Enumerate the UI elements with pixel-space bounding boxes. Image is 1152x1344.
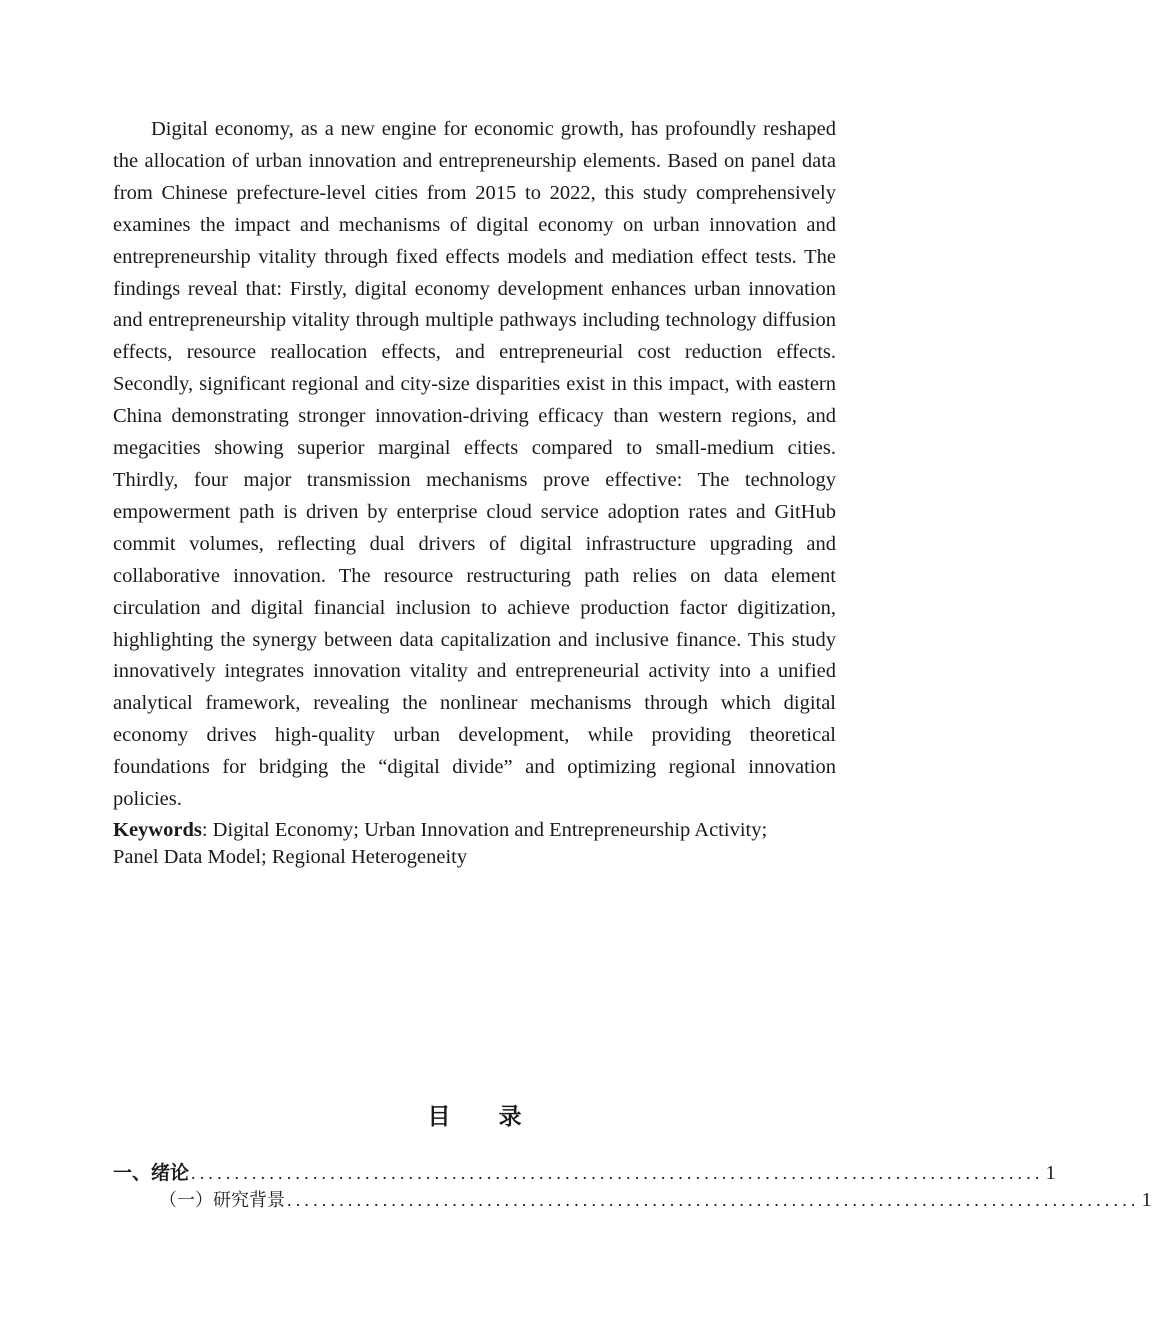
document-page — [113, 114, 1152, 1211]
keywords-line-2: Panel Data Model; Regional Heterogeneity — [113, 845, 468, 868]
toc-title — [113, 1098, 836, 1131]
toc-page-number: 1 — [1045, 1162, 1056, 1184]
toc-entry-introduction[interactable] — [113, 1158, 1056, 1186]
keywords — [113, 816, 836, 871]
toc-title-char-1: 目 — [427, 1104, 451, 1130]
toc-entry-research-background[interactable] — [113, 1186, 1152, 1214]
toc-page-number: 1 — [1141, 1189, 1152, 1211]
toc-dot-leader: .................................................................................................. — [287, 1190, 1140, 1210]
toc-dot-leader: .................................................................................................. — [191, 1163, 1044, 1183]
toc-entry-text: 一、绪论 — [113, 1162, 190, 1184]
keywords-line-1: : Digital Economy; Urban Innovation and Entrepreneurship Activity; — [201, 818, 768, 841]
abstract-paragraph: Digital economy, as a new engine for economic growth, has profoundly reshaped the allocation of urban innovation and entrepreneurship elements. Based on panel data from Chinese prefecture-level cities from 2015 to 2022, this study comprehensively examines the impact and mechanisms of digital economy on urban innovation and entrepreneurship vitality through fixed effects models and mediation effect tests. The findings reveal that: Firstly, digital economy development enhances urban innovation and entrepreneurship vitality through multiple pathways including technology diffusion effects, resource reallocation effects, and entrepreneurial cost reduction effects. Secondly, significant regional and city-size disparities exist in this impact, with eastern China demonstrating stronger innovation-driving efficacy than western regions, and megacities showing superior marginal effects compared to small-medium cities. Thirdly, four major transmission mechanisms prove effective: The technology empowerment path is driven by enterprise cloud service adoption rates and GitHub commit volumes, reflecting dual drivers of digital infrastructure upgrading and collaborative innovation. The resource restructuring path relies on data element circulation and digital financial inclusion to achieve production factor digitization, highlighting the synergy between data capitalization and inclusive finance. This study innovatively integrates innovation vitality and entrepreneurial activity into a unified analytical framework, revealing the nonlinear mechanisms through which digital economy drives high-quality urban development, while providing theoretical foundations for bridging the “digital divide” and optimizing regional innovation policies. — [113, 118, 836, 811]
keywords-label: Keywords — [113, 818, 202, 841]
table-of-contents — [113, 1158, 1152, 1214]
toc-entry-text: （一）研究背景 — [159, 1190, 285, 1211]
toc-title-char-2: 录 — [498, 1104, 522, 1130]
